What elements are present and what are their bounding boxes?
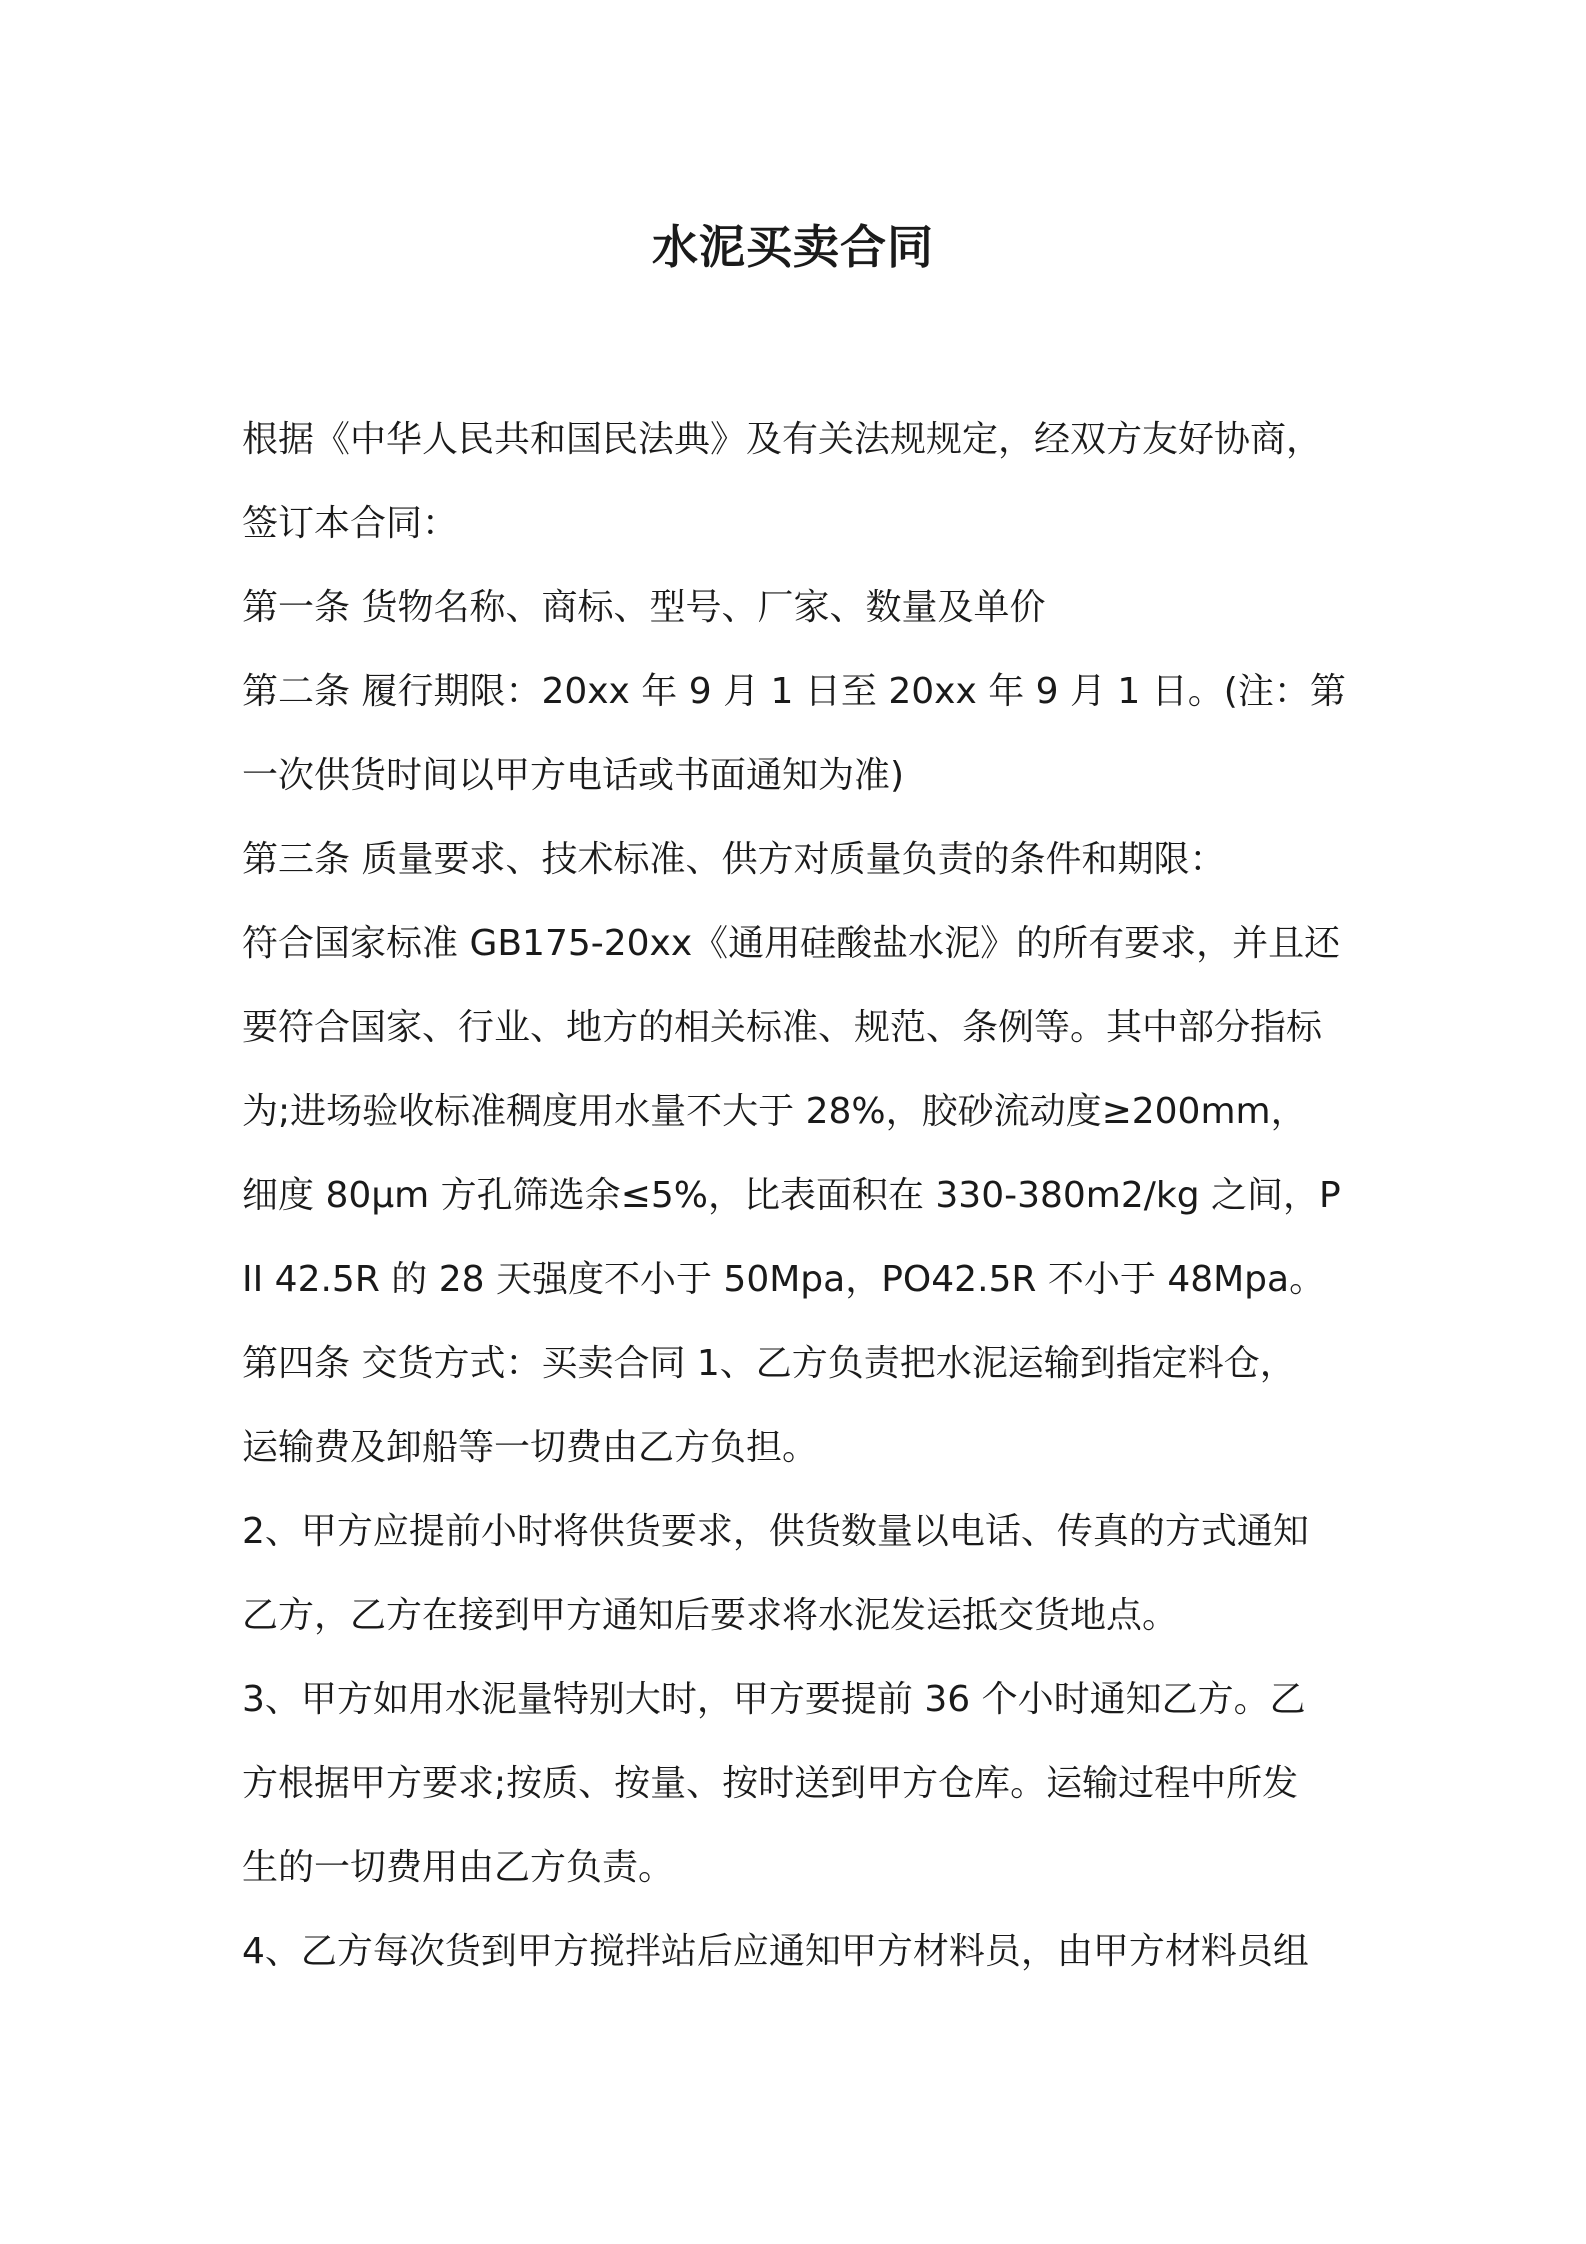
text-line: 乙方，乙方在接到甲方通知后要求将水泥发运抵交货地点。: [242, 1595, 1179, 1636]
text-line: 一次供货时间以甲方电话或书面通知为准): [242, 755, 905, 796]
text-line: 运输费及卸船等一切费由乙方负担。: [242, 1427, 819, 1468]
text-line: 第四条 交货方式：买卖合同 1、乙方负责把水泥运输到指定料仓，: [242, 1343, 1296, 1384]
text-line: 第一条 货物名称、商标、型号、厂家、数量及单价: [242, 587, 1046, 628]
text-line: 根据《中华人民共和国民法典》及有关法规规定，经双方友好协商，: [242, 419, 1323, 460]
text-line: 细度 80μm 方孔筛选余≤5%，比表面积在 330-380m2/kg 之间，P: [242, 1175, 1341, 1216]
text-line: II 42.5R 的 28 天强度不小于 50Mpa，PO42.5R 不小于 48Mpa。: [242, 1259, 1326, 1300]
text-line: 第三条 质量要求、技术标准、供方对质量负责的条件和期限：: [242, 839, 1226, 880]
text-line: 第二条 履行期限：20xx 年 9 月 1 日至 20xx 年 9 月 1 日。(注：第: [242, 671, 1346, 712]
text-line: 方根据甲方要求;按质、按量、按时送到甲方仓库。运输过程中所发: [242, 1763, 1299, 1804]
text-line: 要符合国家、行业、地方的相关标准、规范、条例等。其中部分指标: [242, 1007, 1323, 1048]
text-line: 签订本合同：: [242, 503, 459, 544]
document-title: 水泥买卖合同: [652, 220, 934, 274]
text-line: 4、乙方每次货到甲方搅拌站后应通知甲方材料员，由甲方材料员组: [242, 1931, 1309, 1972]
text-line: 生的一切费用由乙方负责。: [242, 1847, 675, 1888]
contract-body: [242, 398, 1352, 1994]
text-line: 为;进场验收标准稠度用水量不大于 28%，胶砂流动度≥200mm，: [242, 1091, 1307, 1132]
text-line: 3、甲方如用水泥量特别大时，甲方要提前 36 个小时通知乙方。乙: [242, 1679, 1306, 1720]
text-line: 符合国家标准 GB175-20xx《通用硅酸盐水泥》的所有要求，并且还: [242, 923, 1341, 964]
text-line: 2、甲方应提前小时将供货要求，供货数量以电话、传真的方式通知: [242, 1511, 1309, 1552]
